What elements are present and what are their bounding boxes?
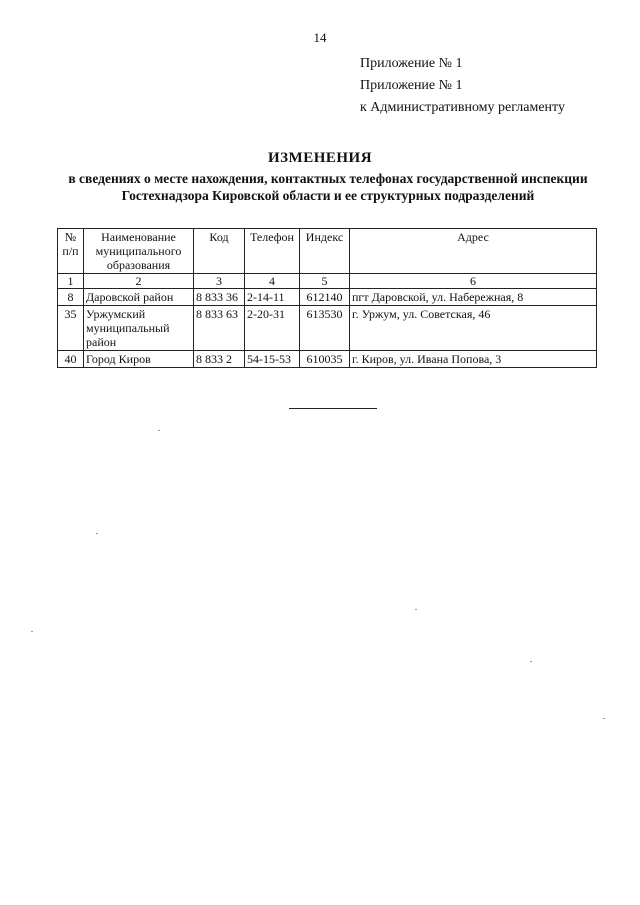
address: г. Киров, ул. Ивана Попова, 3 [350,351,597,368]
header-code: Код [194,229,245,274]
municipality-name: Город Киров [84,351,194,368]
column-index: 3 [194,274,245,289]
column-index: 4 [245,274,300,289]
scan-speck [31,631,33,632]
document-subtitle: в сведениях о месте нахождения, контактных телефонах государственной инспекции Гостехнадзора Кировской области и ее структурных подразделений [68,171,588,203]
column-index: 6 [350,274,597,289]
postal-index: 610035 [300,351,350,368]
scan-speck [96,533,98,534]
phone-number: 2-14-11 [245,289,300,306]
table-row [58,289,597,306]
municipality-name: Уржумский муниципальный район [84,306,194,351]
table-row [58,351,597,368]
address: г. Уржум, ул. Советская, 46 [350,306,597,351]
address: пгт Даровской, ул. Набережная, 8 [350,289,597,306]
header-address: Адрес [350,229,597,274]
row-number: 8 [58,289,84,306]
phone-code: 8 833 2 [194,351,245,368]
column-index: 2 [84,274,194,289]
column-index: 5 [300,274,350,289]
header-index: Индекс [300,229,350,274]
scan-speck [530,661,532,662]
page-number: 14 [313,30,327,45]
header-phone: Телефон [245,229,300,274]
header-number: № п/п [58,229,84,274]
phone-code: 8 833 63 [194,306,245,351]
municipality-name: Даровской район [84,289,194,306]
phone-number: 2-20-31 [245,306,300,351]
row-number: 40 [58,351,84,368]
scan-speck [603,718,605,719]
phone-code: 8 833 36 [194,289,245,306]
postal-index: 613530 [300,306,350,351]
changes-table [57,228,597,368]
scan-speck [158,430,160,431]
appendix-line-2: Приложение № 1 [360,78,463,93]
column-index: 1 [58,274,84,289]
table-row [58,306,597,351]
appendix-line-1: Приложение № 1 [360,56,463,71]
postal-index: 612140 [300,289,350,306]
appendix-line-3: к Административному регламенту [360,100,565,115]
closing-line [289,408,377,409]
row-number: 35 [58,306,84,351]
column-index-row [58,274,597,289]
scan-speck [415,609,417,610]
document-title: ИЗМЕНЕНИЯ [267,150,373,166]
table-header-row [58,229,597,274]
phone-number: 54-15-53 [245,351,300,368]
header-municipality: Наименование муниципального образования [84,229,194,274]
